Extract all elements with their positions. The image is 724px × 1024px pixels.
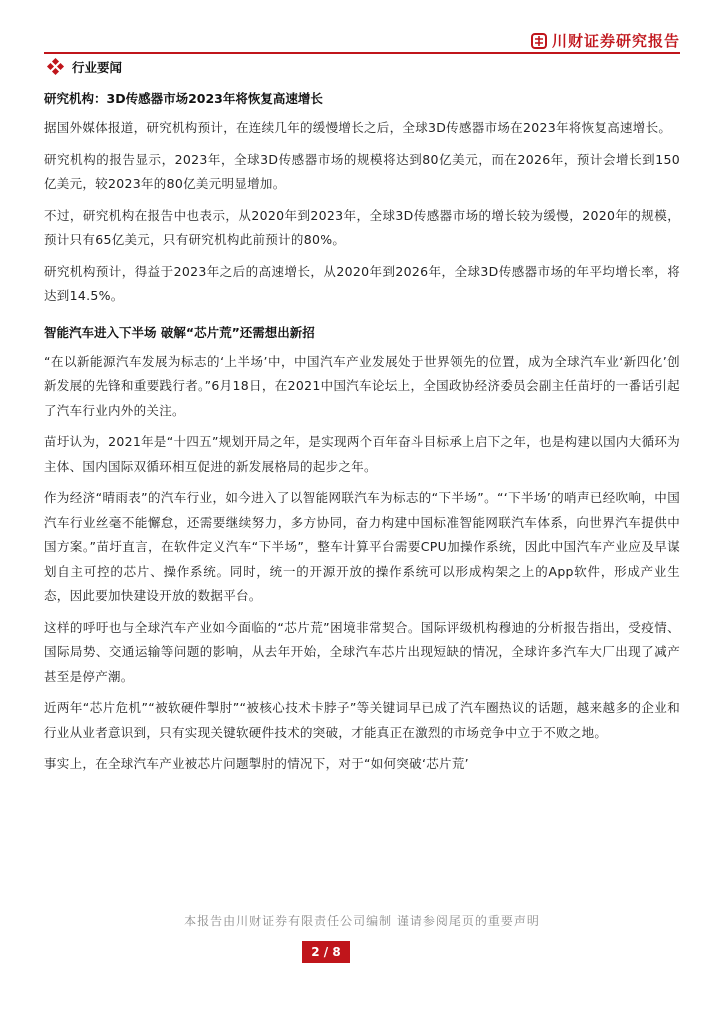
article-paragraph: 事实上，在全球汽车产业被芯片问题掣肘的情况下，对于“如何突破‘芯片荒’ [44,756,469,771]
article-paragraph: 研究机构的报告显示，2023年，全球3D传感器市场的规模将达到80亿美元，而在2026年，预计会增长到150亿美元，较2023年的80亿美元明显增加。 [44,151,680,191]
article-paragraph: “在以新能源汽车发展为标志的‘上半场’中，中国汽车产业发展处于世界领先的位置，成为全球汽车业‘新四化’创新发展的先锋和重要践行者。”6月18日，在2021中国汽车论坛上，全国政协经济委员会副主任苗圩的一番话引起了汽车行业内外的关注。 [44,353,680,418]
brand-name: 川财证券研究报告 [551,32,680,50]
article-title: 智能汽车进入下半场 破解“芯片荒”还需想出新招 [44,324,315,340]
article-paragraph: 这样的呼吁也与全球汽车产业如今面临的“芯片荒”困境非常契合。国际评级机构穆迪的分析报告指出，受疫情、国际局势、交通运输等问题的影响，从去年开始，全球汽车芯片出现短缺的情况，全球许多汽车大厂出现了减产甚至是停产潮。 [44,619,680,684]
brand-block [531,30,680,51]
report-body [44,58,680,777]
article [44,323,680,777]
header-divider [44,52,680,54]
four-diamond-bullet-icon [48,59,64,75]
section-title: 行业要闻 [72,60,123,75]
footer-disclaimer: 本报告由川财证券有限责任公司编制 谨请参阅尾页的重要声明 [184,914,540,928]
section-heading [44,59,680,75]
article [44,89,680,309]
page-number-badge [302,941,350,963]
article-paragraph: 研究机构预计，得益于2023年之后的高速增长，从2020年到2026年，全球3D传感器市场的年平均增长率，将达到14.5%。 [44,263,680,303]
article-title: 研究机构：3D传感器市场2023年将恢复高速增长 [44,91,323,106]
chuancai-logo-icon [531,33,547,49]
article-paragraph: 不过，研究机构在报告中也表示，从2020年到2023年，全球3D传感器市场的增长较为缓慢，2020年的规模，预计只有65亿美元，只有研究机构此前预计的80%。 [44,207,680,247]
page-header [44,28,680,52]
article-paragraph: 苗圩认为，2021年是“十四五”规划开局之年，是实现两个百年奋斗目标承上启下之年，也是构建以国内大循环为主体、国内国际双循环相互促进的新发展格局的起步之年。 [44,434,680,474]
article-paragraph: 作为经济“晴雨表”的汽车行业，如今进入了以智能网联汽车为标志的“下半场”。“‘下半场’的哨声已经吹响，中国汽车行业丝毫不能懈怠，还需要继续努力，多方协同，奋力构建中国标准智能网联汽车体系，向世界汽车提供中国方案。”苗圩直言，在软件定义汽车“下半场”，整车计算平台需要CPU加操作系统，因此中国汽车产业应及早谋划自主可控的芯片、操作系统。同时，统一的开源开放的操作系统可以形成构架之上的App软件，形成产业生态，因此要加快建设开放的数据平台。 [44,490,680,603]
article-paragraph: 近两年“芯片危机”“被软硬件掣肘”“被核心技术卡脖子”等关键词早已成了汽车圈热议的话题，越来越多的企业和行业从业者意识到，只有实现关键软硬件技术的突破，才能真正在激烈的市场竞争中立于不败之地。 [44,700,680,740]
page-number: 2 / 8 [311,945,341,959]
article-paragraph: 据国外媒体报道，研究机构预计，在连续几年的缓慢增长之后，全球3D传感器市场在2023年将恢复高速增长。 [44,120,672,135]
